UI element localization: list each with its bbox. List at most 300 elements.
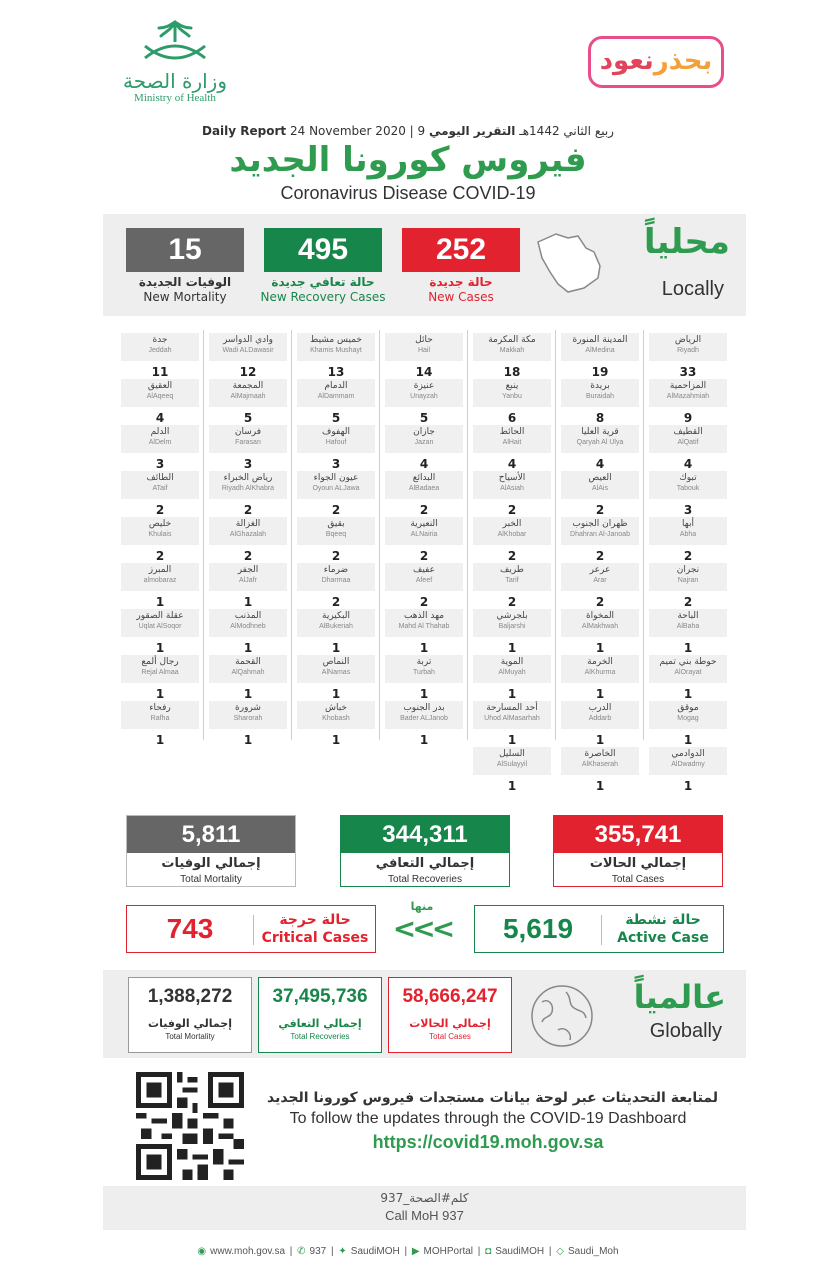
new-cases-value: 252 (402, 228, 520, 272)
globally-title-en: Globally (649, 1020, 722, 1042)
new-recovery-label: حالة تعافي جديدة New Recovery Cases (260, 275, 386, 304)
city-header (121, 333, 199, 361)
city-name-en: Najran (677, 577, 699, 584)
new-recovery-value: 495 (264, 228, 382, 272)
call-moh-en: Call MoH 937 (385, 1208, 464, 1223)
city-header (561, 471, 639, 499)
globe-icon (528, 982, 596, 1050)
city-cell (649, 379, 727, 427)
city-name-en: Mahd Al Thahab (398, 623, 450, 630)
city-name-ar: خليص (148, 519, 172, 529)
city-name-en: Tarif (505, 577, 519, 584)
city-name-ar: تبوك (679, 473, 697, 483)
city-header (649, 701, 727, 729)
city-cell (561, 747, 639, 795)
city-cell (209, 563, 287, 611)
city-name-ar: جازان (413, 427, 435, 437)
city-name-ar: حائل (415, 335, 433, 345)
city-name-ar: الطائف (146, 473, 174, 483)
city-name-en: Tabouk (676, 485, 700, 492)
snapchat-icon: ◇ (556, 1246, 564, 1257)
active-cases-value: 5,619 (502, 913, 574, 944)
city-cell (561, 655, 639, 703)
city-cell (385, 379, 463, 427)
grid-divider (379, 330, 380, 740)
city-name-ar: مكة المكرمة (488, 335, 536, 345)
city-cell (649, 333, 727, 381)
city-case-count: 2 (331, 503, 341, 517)
moh-name-ar: وزارة الصحة (123, 69, 227, 93)
city-name-ar: الموية (500, 657, 524, 667)
city-case-count: 1 (243, 641, 253, 655)
active-cases-pill (474, 905, 724, 953)
social-links: ◉ www.moh.gov.sa | ✆ 937 | ✦ SaudiMOH | ▶ MOHPortal | ◘ SaudiMOH | ◇ Saudi_Moh (197, 1246, 619, 1257)
city-name-ar: نجران (676, 565, 700, 575)
city-name-en: Abha (679, 531, 697, 538)
city-header (385, 563, 463, 591)
city-case-count: 18 (503, 365, 521, 379)
city-name-ar: الرياض (674, 335, 702, 345)
social-facebook[interactable]: SaudiMOH (495, 1246, 545, 1257)
city-header (297, 701, 375, 729)
city-name-en: Arar (593, 577, 607, 584)
city-cell (121, 701, 199, 749)
city-name-en: Mogag (677, 715, 699, 722)
city-name-ar: الجفر (237, 565, 259, 575)
city-header (561, 333, 639, 361)
city-cell (209, 471, 287, 519)
city-case-count: 1 (419, 687, 429, 701)
city-case-count: 2 (419, 595, 429, 609)
city-name-ar: المدينة المنورة (572, 335, 628, 345)
city-name-en: AlBaha (676, 623, 700, 630)
social-snapchat[interactable]: Saudi_Moh (567, 1246, 619, 1257)
city-name-ar: المذنب (234, 611, 262, 621)
city-case-count: 2 (507, 595, 517, 609)
city-header (561, 425, 639, 453)
city-name-en: Dhahran Al-Janoab (570, 531, 630, 538)
qr-code-icon[interactable] (136, 1072, 244, 1180)
city-header (121, 609, 199, 637)
city-header (385, 609, 463, 637)
city-cell (297, 333, 375, 381)
city-name-en: AlQahmah (231, 669, 265, 676)
city-header (649, 747, 727, 775)
city-case-count: 1 (683, 641, 693, 655)
city-header (473, 379, 551, 407)
city-header (649, 471, 727, 499)
city-name-en: Wadi ALDawasir (222, 347, 274, 354)
city-name-en: AlKhobar (497, 531, 527, 538)
web-icon: ◉ (197, 1246, 207, 1257)
city-header (121, 425, 199, 453)
total-cases-value: 355,741 (554, 816, 722, 853)
page-title-ar: فيروس كورونا الجديد (229, 140, 587, 180)
city-cell (649, 517, 727, 565)
city-name-ar: بدر الجنوب (403, 703, 445, 713)
city-cell (209, 517, 287, 565)
city-name-ar: الدرب (588, 703, 612, 713)
city-cell (561, 701, 639, 749)
city-header (209, 379, 287, 407)
global-cases-value: 58,666,247 (402, 986, 498, 1007)
global-recoveries-card: 37,495,736 إجمالي التعافي Total Recoveries (258, 977, 382, 1053)
dashboard-link[interactable]: https://covid19.moh.gov.sa (372, 1132, 604, 1152)
city-case-count: 4 (419, 457, 429, 471)
city-name-en: AlDelm (148, 439, 172, 446)
city-case-count: 1 (507, 779, 517, 793)
city-cell (649, 563, 727, 611)
city-name-en: Hail (417, 347, 431, 354)
city-cell (385, 563, 463, 611)
city-header (121, 517, 199, 545)
city-header (297, 655, 375, 683)
city-cell (121, 563, 199, 611)
city-cell (385, 609, 463, 657)
city-name-ar: عقلة الصقور (136, 611, 184, 621)
city-case-count: 1 (155, 687, 165, 701)
city-name-ar: تربة (416, 657, 432, 667)
moh-name-en: Ministry of Health (134, 92, 216, 104)
city-name-en: AlHait (502, 439, 522, 446)
city-case-count: 1 (683, 779, 693, 793)
call-moh-ar: كلم#الصحة_937 (380, 1191, 469, 1205)
city-name-ar: عنيزة (413, 381, 435, 391)
city-case-count: 1 (243, 687, 253, 701)
locally-title-en: Locally (661, 278, 724, 300)
city-header (209, 609, 287, 637)
city-header (649, 517, 727, 545)
city-header (385, 471, 463, 499)
city-name-ar: المزاحمية (669, 381, 707, 391)
city-name-ar: القطيف (673, 427, 703, 437)
city-case-count: 2 (507, 549, 517, 563)
city-cell (297, 563, 375, 611)
city-name-ar: ظهران الجنوب (572, 519, 628, 529)
city-name-ar: موقق (677, 703, 699, 713)
city-cell (649, 747, 727, 795)
city-cell (385, 471, 463, 519)
city-name-en: Rejal Almaa (141, 669, 179, 676)
city-name-en: Farasan (235, 439, 261, 446)
city-cell (561, 517, 639, 565)
city-cell (473, 655, 551, 703)
city-cell (473, 563, 551, 611)
city-header (297, 333, 375, 361)
city-cell (561, 471, 639, 519)
social-web[interactable]: www.moh.gov.sa (210, 1246, 285, 1257)
city-name-ar: رجال ألمع (141, 657, 179, 667)
city-cell (561, 425, 639, 473)
city-cell (209, 655, 287, 703)
grid-divider (291, 330, 292, 740)
city-header (297, 609, 375, 637)
city-case-count: 1 (419, 641, 429, 655)
active-cases-label: حالة نشطة Active Case (617, 912, 709, 946)
city-name-ar: بريدة (590, 381, 610, 391)
total-recoveries-card: 344,311 إجمالي التعافي Total Recoveries (340, 815, 510, 887)
city-case-count: 1 (507, 733, 517, 747)
critical-cases-value: 743 (166, 913, 214, 944)
city-case-count: 2 (507, 503, 517, 517)
city-name-en: AlSulayyil (496, 761, 528, 768)
city-name-en: Sharorah (233, 715, 263, 722)
city-name-en: Bader ALJanob (400, 715, 448, 722)
city-name-en: Khulais (148, 531, 172, 538)
social-phone[interactable]: 937 (309, 1246, 327, 1257)
city-case-count: 1 (331, 687, 341, 701)
city-cell (385, 333, 463, 381)
city-case-count: 2 (419, 549, 429, 563)
city-header (121, 471, 199, 499)
city-name-ar: المخواة (585, 611, 615, 621)
city-cell (209, 701, 287, 749)
city-header (209, 471, 287, 499)
city-case-count: 4 (683, 457, 693, 471)
city-name-en: Buraidah (585, 393, 615, 400)
city-name-ar: أحد المسارحة (486, 703, 538, 713)
city-header (121, 655, 199, 683)
city-case-count: 5 (419, 411, 429, 425)
city-cell (561, 333, 639, 381)
city-case-count: 1 (155, 595, 165, 609)
city-name-ar: الغزالة (235, 519, 261, 529)
city-name-ar: ضرماء (323, 565, 349, 575)
global-mortality-value: 1,388,272 (147, 986, 233, 1007)
city-cell (473, 379, 551, 427)
daily-report-line: Daily Report 24 November 2020 | 9 ربيع الثاني 1442هـ التقرير اليومي (202, 124, 614, 138)
grid-divider (555, 330, 556, 740)
city-cell (649, 471, 727, 519)
city-name-en: AlMajmaah (230, 393, 266, 400)
total-mortality-value: 5,811 (127, 816, 295, 853)
city-case-count: 2 (683, 595, 693, 609)
city-case-count: 2 (595, 595, 605, 609)
city-name-en: AlDwadmy (671, 761, 705, 768)
city-name-en: Yanbu (502, 393, 522, 400)
city-cell (297, 517, 375, 565)
city-header (473, 471, 551, 499)
city-header (561, 747, 639, 775)
city-name-en: Hafouf (325, 439, 347, 446)
city-header (473, 609, 551, 637)
city-header (209, 517, 287, 545)
city-header (473, 655, 551, 683)
city-name-en: AlQatif (677, 439, 699, 446)
city-name-ar: القحمة (235, 657, 261, 667)
city-case-count: 5 (243, 411, 253, 425)
city-header (209, 425, 287, 453)
city-case-count: 13 (327, 365, 345, 379)
city-header (297, 471, 375, 499)
city-header (649, 609, 727, 637)
city-case-count: 2 (155, 503, 165, 517)
city-header (473, 701, 551, 729)
city-case-count: 11 (151, 365, 169, 379)
city-header (385, 379, 463, 407)
city-name-en: Unayzah (410, 393, 438, 400)
city-case-count: 1 (595, 641, 605, 655)
city-cell (297, 609, 375, 657)
city-header (649, 655, 727, 683)
city-cell (649, 425, 727, 473)
city-case-count: 4 (155, 411, 165, 425)
city-case-count: 3 (243, 457, 253, 471)
city-name-en: AlNamas (321, 669, 351, 676)
phone-icon: ✆ (297, 1246, 306, 1257)
city-name-ar: فرسان (234, 427, 262, 437)
city-name-ar: العقيق (147, 381, 173, 391)
city-name-ar: طريف (500, 565, 524, 575)
city-case-count: 2 (243, 503, 253, 517)
city-cell (473, 701, 551, 749)
city-cell (561, 379, 639, 427)
city-header (385, 333, 463, 361)
city-name-en: AlKhaserah (581, 761, 619, 768)
city-name-en: ALNairia (410, 531, 438, 538)
city-case-count: 1 (507, 641, 517, 655)
city-cell (209, 425, 287, 473)
city-name-ar: عيون الجواء (313, 473, 359, 483)
total-cases-card: 355,741 إجمالي الحالات Total Cases (553, 815, 723, 887)
city-name-ar: عرعر (589, 565, 611, 575)
city-cell (385, 517, 463, 565)
city-name-en: Afeef (415, 577, 433, 584)
city-case-count: 1 (595, 733, 605, 747)
chevrons-left-icon: <<< (392, 912, 452, 945)
city-name-ar: الباحة (677, 611, 699, 621)
city-name-en: AlMedina (585, 347, 615, 354)
city-case-count: 4 (507, 457, 517, 471)
city-name-ar: البدائع (412, 473, 436, 483)
city-cell (121, 333, 199, 381)
city-header (561, 379, 639, 407)
city-case-count: 19 (591, 365, 609, 379)
city-name-ar: حوطة بني تميم (659, 657, 717, 667)
city-name-ar: المبرز (148, 565, 172, 575)
city-case-count: 8 (595, 411, 605, 425)
city-header (473, 425, 551, 453)
city-name-ar: جدة (152, 335, 168, 345)
city-cell (385, 701, 463, 749)
city-cell (121, 379, 199, 427)
social-twitter[interactable]: SaudiMOH (350, 1246, 400, 1257)
total-recoveries-value: 344,311 (341, 816, 509, 853)
city-case-count: 14 (415, 365, 433, 379)
city-name-ar: المجمعة (232, 381, 264, 391)
city-header (473, 333, 551, 361)
city-name-en: Rafha (150, 715, 170, 722)
city-name-ar: بلجرشي (496, 611, 528, 621)
city-name-ar: خميس مشيط (310, 335, 362, 345)
city-header (561, 563, 639, 591)
grid-divider (203, 330, 204, 740)
city-header (209, 563, 287, 591)
city-cell (473, 747, 551, 795)
city-name-en: AlMuyah (498, 669, 526, 676)
city-name-ar: مهد الذهب (403, 611, 445, 621)
city-header (297, 517, 375, 545)
city-case-count: 1 (683, 733, 693, 747)
city-name-ar: السليل (499, 749, 525, 759)
city-header (297, 563, 375, 591)
city-header (297, 425, 375, 453)
city-name-en: Addarb (588, 715, 612, 722)
new-mortality-value: 15 (126, 228, 244, 272)
global-cases-card: 58,666,247 إجمالي الحالات Total Cases (388, 977, 512, 1053)
city-name-en: Oyoun ALJawa (312, 485, 360, 492)
of-which-label: منها (410, 900, 434, 913)
youtube-icon: ▶ (411, 1246, 420, 1257)
follow-updates-en: To follow the updates through the COVID-19 Dashboard (289, 1110, 687, 1127)
city-case-count: 6 (507, 411, 517, 425)
city-name-ar: خباش (324, 703, 347, 713)
city-name-ar: أبها (682, 519, 694, 529)
twitter-icon: ✦ (338, 1246, 347, 1257)
city-cell (121, 517, 199, 565)
city-name-en: AlModhneb (230, 623, 266, 630)
city-header (121, 563, 199, 591)
city-header (121, 701, 199, 729)
city-name-en: Uqlat AlSoqor (138, 623, 182, 630)
city-case-count: 1 (155, 733, 165, 747)
city-cell (649, 609, 727, 657)
city-case-count: 1 (243, 595, 253, 609)
social-youtube[interactable]: MOHPortal (423, 1246, 473, 1257)
city-header (121, 379, 199, 407)
city-header (209, 655, 287, 683)
city-cell (121, 471, 199, 519)
city-name-en: Khobash (322, 715, 350, 722)
city-name-ar: الخبر (502, 519, 522, 529)
city-name-en: Makkah (499, 347, 525, 354)
city-name-en: Jazan (414, 439, 434, 446)
new-mortality-label: الوفيات الجديدة New Mortality (138, 275, 232, 304)
city-case-count: 1 (419, 733, 429, 747)
city-case-count: 1 (155, 641, 165, 655)
city-name-en: AlDammam (317, 393, 355, 400)
palm-swords-emblem-icon (135, 18, 215, 66)
city-cell (297, 701, 375, 749)
city-name-ar: الدلم (150, 427, 170, 437)
city-name-ar: الدمام (324, 381, 348, 391)
city-cell (385, 425, 463, 473)
city-cell (649, 701, 727, 749)
city-header (209, 701, 287, 729)
moh-logo (120, 18, 230, 108)
city-cell (121, 609, 199, 657)
city-name-ar: الخاصرة (584, 749, 616, 759)
city-cell (297, 379, 375, 427)
city-header (385, 517, 463, 545)
city-case-count: 1 (243, 733, 253, 747)
city-name-en: almobaraz (143, 577, 177, 584)
call-moh-band (103, 1186, 746, 1230)
city-name-en: Riyadh AlKhabra (221, 485, 275, 492)
city-name-ar: الهفوف (322, 427, 350, 437)
city-case-count: 1 (595, 687, 605, 701)
city-header (385, 701, 463, 729)
city-name-en: AlBukeriah (319, 623, 353, 630)
city-case-count: 4 (595, 457, 605, 471)
city-cell (561, 609, 639, 657)
city-case-count: 1 (595, 779, 605, 793)
city-name-ar: قرية العليا (581, 427, 619, 437)
city-name-ar: الأسياح (498, 473, 526, 483)
global-mortality-card: 1,388,272 إجمالي الوفيات Total Mortality (128, 977, 252, 1053)
city-case-count: 1 (331, 733, 341, 747)
city-cell (473, 471, 551, 519)
